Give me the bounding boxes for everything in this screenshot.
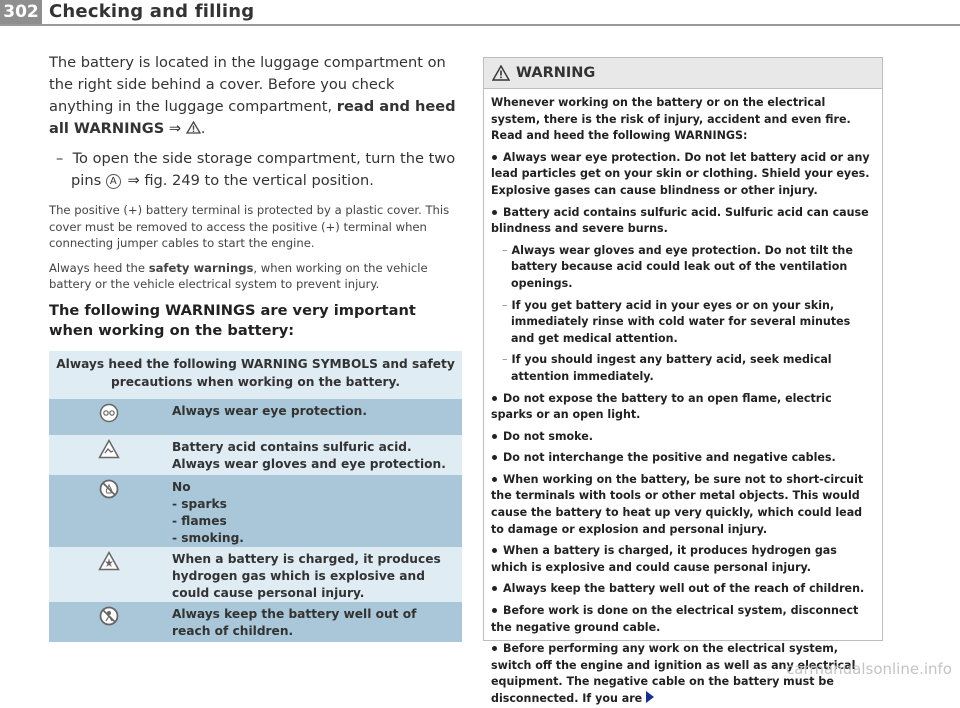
symbol-icon-cell	[49, 475, 168, 547]
bullet-dot	[492, 396, 497, 401]
warning-bullet	[491, 150, 876, 200]
intro-warning-link[interactable]: read and heed all WARNINGS	[49, 98, 456, 137]
no-fire-icon	[99, 479, 119, 499]
warning-subitem	[491, 243, 876, 293]
bullet-dot	[492, 210, 497, 215]
symbol-icon-cell	[49, 399, 168, 435]
bullet-text: Always wear eye protection. Do not let battery acid or any lead particles get on your skin or clothing. Shield your eyes. Explosive gases can cause blindness or other injury.	[491, 150, 870, 197]
dash-mark: –	[502, 353, 508, 367]
step-dash: –	[56, 150, 64, 167]
warning-bullet	[491, 429, 876, 446]
bullet-text: Always keep the battery well out of the reach of children.	[503, 582, 865, 596]
warning-title: WARNING	[516, 65, 596, 81]
symbol-row	[49, 435, 462, 475]
bullet-dot	[492, 608, 497, 613]
warning-intro: Whenever working on the battery or on the electrical system, there is the risk of injury, accident and even fire. Read and heed the following WARNINGS:	[491, 96, 851, 143]
note2-bold: safety warnings	[148, 260, 254, 275]
note2-text-end: , when working on the vehicle battery or the vehicle electrical system to prevent injury.	[49, 260, 428, 291]
watermark: carmanualsonline.info	[786, 660, 952, 678]
symbol-text: Always keep the battery well out of reach of children.	[172, 606, 417, 638]
symbol-text: Always wear eye protection.	[172, 403, 367, 418]
bullet-dot	[492, 586, 497, 591]
bullet-dot	[492, 434, 497, 439]
symbol-text: Battery acid contains sulfuric acid. Always wear gloves and eye protection.	[172, 439, 446, 471]
warning-header	[484, 58, 882, 89]
warning-body	[484, 89, 882, 708]
subitem-text: If you should ingest any battery acid, seek medical attention immediately.	[511, 353, 832, 383]
subitem-text: If you get battery acid in your eyes or on your skin, immediately rinse with cold water for several minutes and get medical attention.	[511, 298, 851, 345]
bullet-text: When working on the battery, be sure not to short-circuit the terminals with tools or other metal objects. This would cause the battery to heat up very quickly, which could lead to damage or explosion and personal injury.	[491, 472, 864, 536]
intro-text: The battery is located in the luggage compartment on the right side behind a cover. Before you check anything in the luggage compartment,	[49, 54, 446, 115]
symbol-table	[49, 351, 462, 642]
symbol-row	[49, 602, 462, 642]
warning-bullet	[491, 472, 876, 538]
warning-subitem	[491, 298, 876, 348]
bullet-text: Before work is done on the electrical system, disconnect the negative ground cable.	[491, 604, 859, 634]
bullet-text: Do not interchange the positive and negative cables.	[503, 451, 836, 465]
warning-triangle-icon[interactable]	[186, 121, 201, 134]
warning-bullet	[491, 205, 876, 238]
note-safety-warnings	[49, 260, 462, 293]
warning-bullet	[491, 581, 876, 598]
bullet-text: When a battery is charged, it produces hydrogen gas which is explosive and could cause personal injury.	[491, 544, 837, 574]
warning-triangle-icon	[492, 65, 510, 81]
symbol-icon-cell	[49, 435, 168, 475]
warning-subitem	[491, 352, 876, 385]
symbol-text: When a battery is charged, it produces hydrogen gas which is explosive and could cause personal injury.	[172, 551, 441, 600]
bullet-dot	[492, 155, 497, 160]
symbol-row	[49, 547, 462, 602]
symbol-row	[49, 399, 462, 435]
bullet-text: Do not expose the battery to an open flame, electric sparks or an open light.	[491, 391, 832, 422]
symbol-text: No - sparks - flames - smoking.	[172, 479, 244, 545]
page-header	[0, 0, 960, 32]
intro-paragraph: The battery is located in the luggage compartment on the right side behind a cover. Before you check anything in the luggage compartment, read and heed all WARNINGS ⇒ .	[49, 54, 456, 137]
header-rule	[0, 24, 960, 26]
bullet-text: Before performing any work on the electrical system, switch off the engine and ignition as well as any electrical equipment. The negative cable on the battery must be disconnected. If you are	[491, 642, 856, 705]
symbol-icon-cell	[49, 602, 168, 642]
symbol-icon-cell	[49, 547, 168, 602]
section-title: Checking and filling	[49, 1, 255, 22]
subitem-text: Always wear gloves and eye protection. Do not tilt the battery because acid could leak out of the ventilation openings.	[511, 243, 853, 290]
symbol-row	[49, 475, 462, 547]
keep-away-children-icon	[99, 606, 119, 626]
dash-mark: –	[502, 243, 508, 257]
dash-mark: –	[502, 298, 508, 312]
warning-bullet	[491, 450, 876, 467]
callout-a-icon: A	[106, 174, 121, 189]
symbol-table-heading: Always heed the following WARNING SYMBOLS and safety precautions when working on the battery.	[56, 356, 455, 389]
page-number: 302	[0, 0, 42, 24]
warning-bullet	[491, 603, 876, 636]
step-open-compartment	[49, 148, 462, 192]
warnings-subheading: The following WARNINGS are very important when working on the battery:	[49, 301, 416, 339]
acid-warning-icon	[98, 439, 120, 459]
step-fig-ref[interactable]: ⇒ fig. 249 to the vertical position.	[122, 172, 374, 189]
left-column	[49, 52, 462, 642]
note-positive-terminal: The positive (+) battery terminal is protected by a plastic cover. This cover must be removed to access the positive (+) terminal when connecting jumper cables to start the engine.	[49, 203, 450, 250]
warning-bullet	[491, 543, 876, 576]
bullet-dot	[492, 455, 497, 460]
continue-arrow-icon[interactable]	[646, 691, 654, 703]
warning-bullet	[491, 391, 876, 424]
bullet-dot	[492, 477, 497, 482]
bullet-dot	[492, 646, 497, 651]
bullet-dot	[492, 548, 497, 553]
step-text: To open the side storage compartment, turn the two pins	[71, 150, 456, 189]
intro-arrow: ⇒	[164, 120, 186, 137]
eye-protection-icon	[99, 403, 119, 423]
bullet-text: Do not smoke.	[503, 429, 593, 443]
explosion-warning-icon	[98, 551, 120, 571]
note2-text: Always heed the	[49, 260, 149, 275]
bullet-text: Battery acid contains sulfuric acid. Sulfuric acid can cause blindness and severe burns.	[491, 205, 869, 236]
